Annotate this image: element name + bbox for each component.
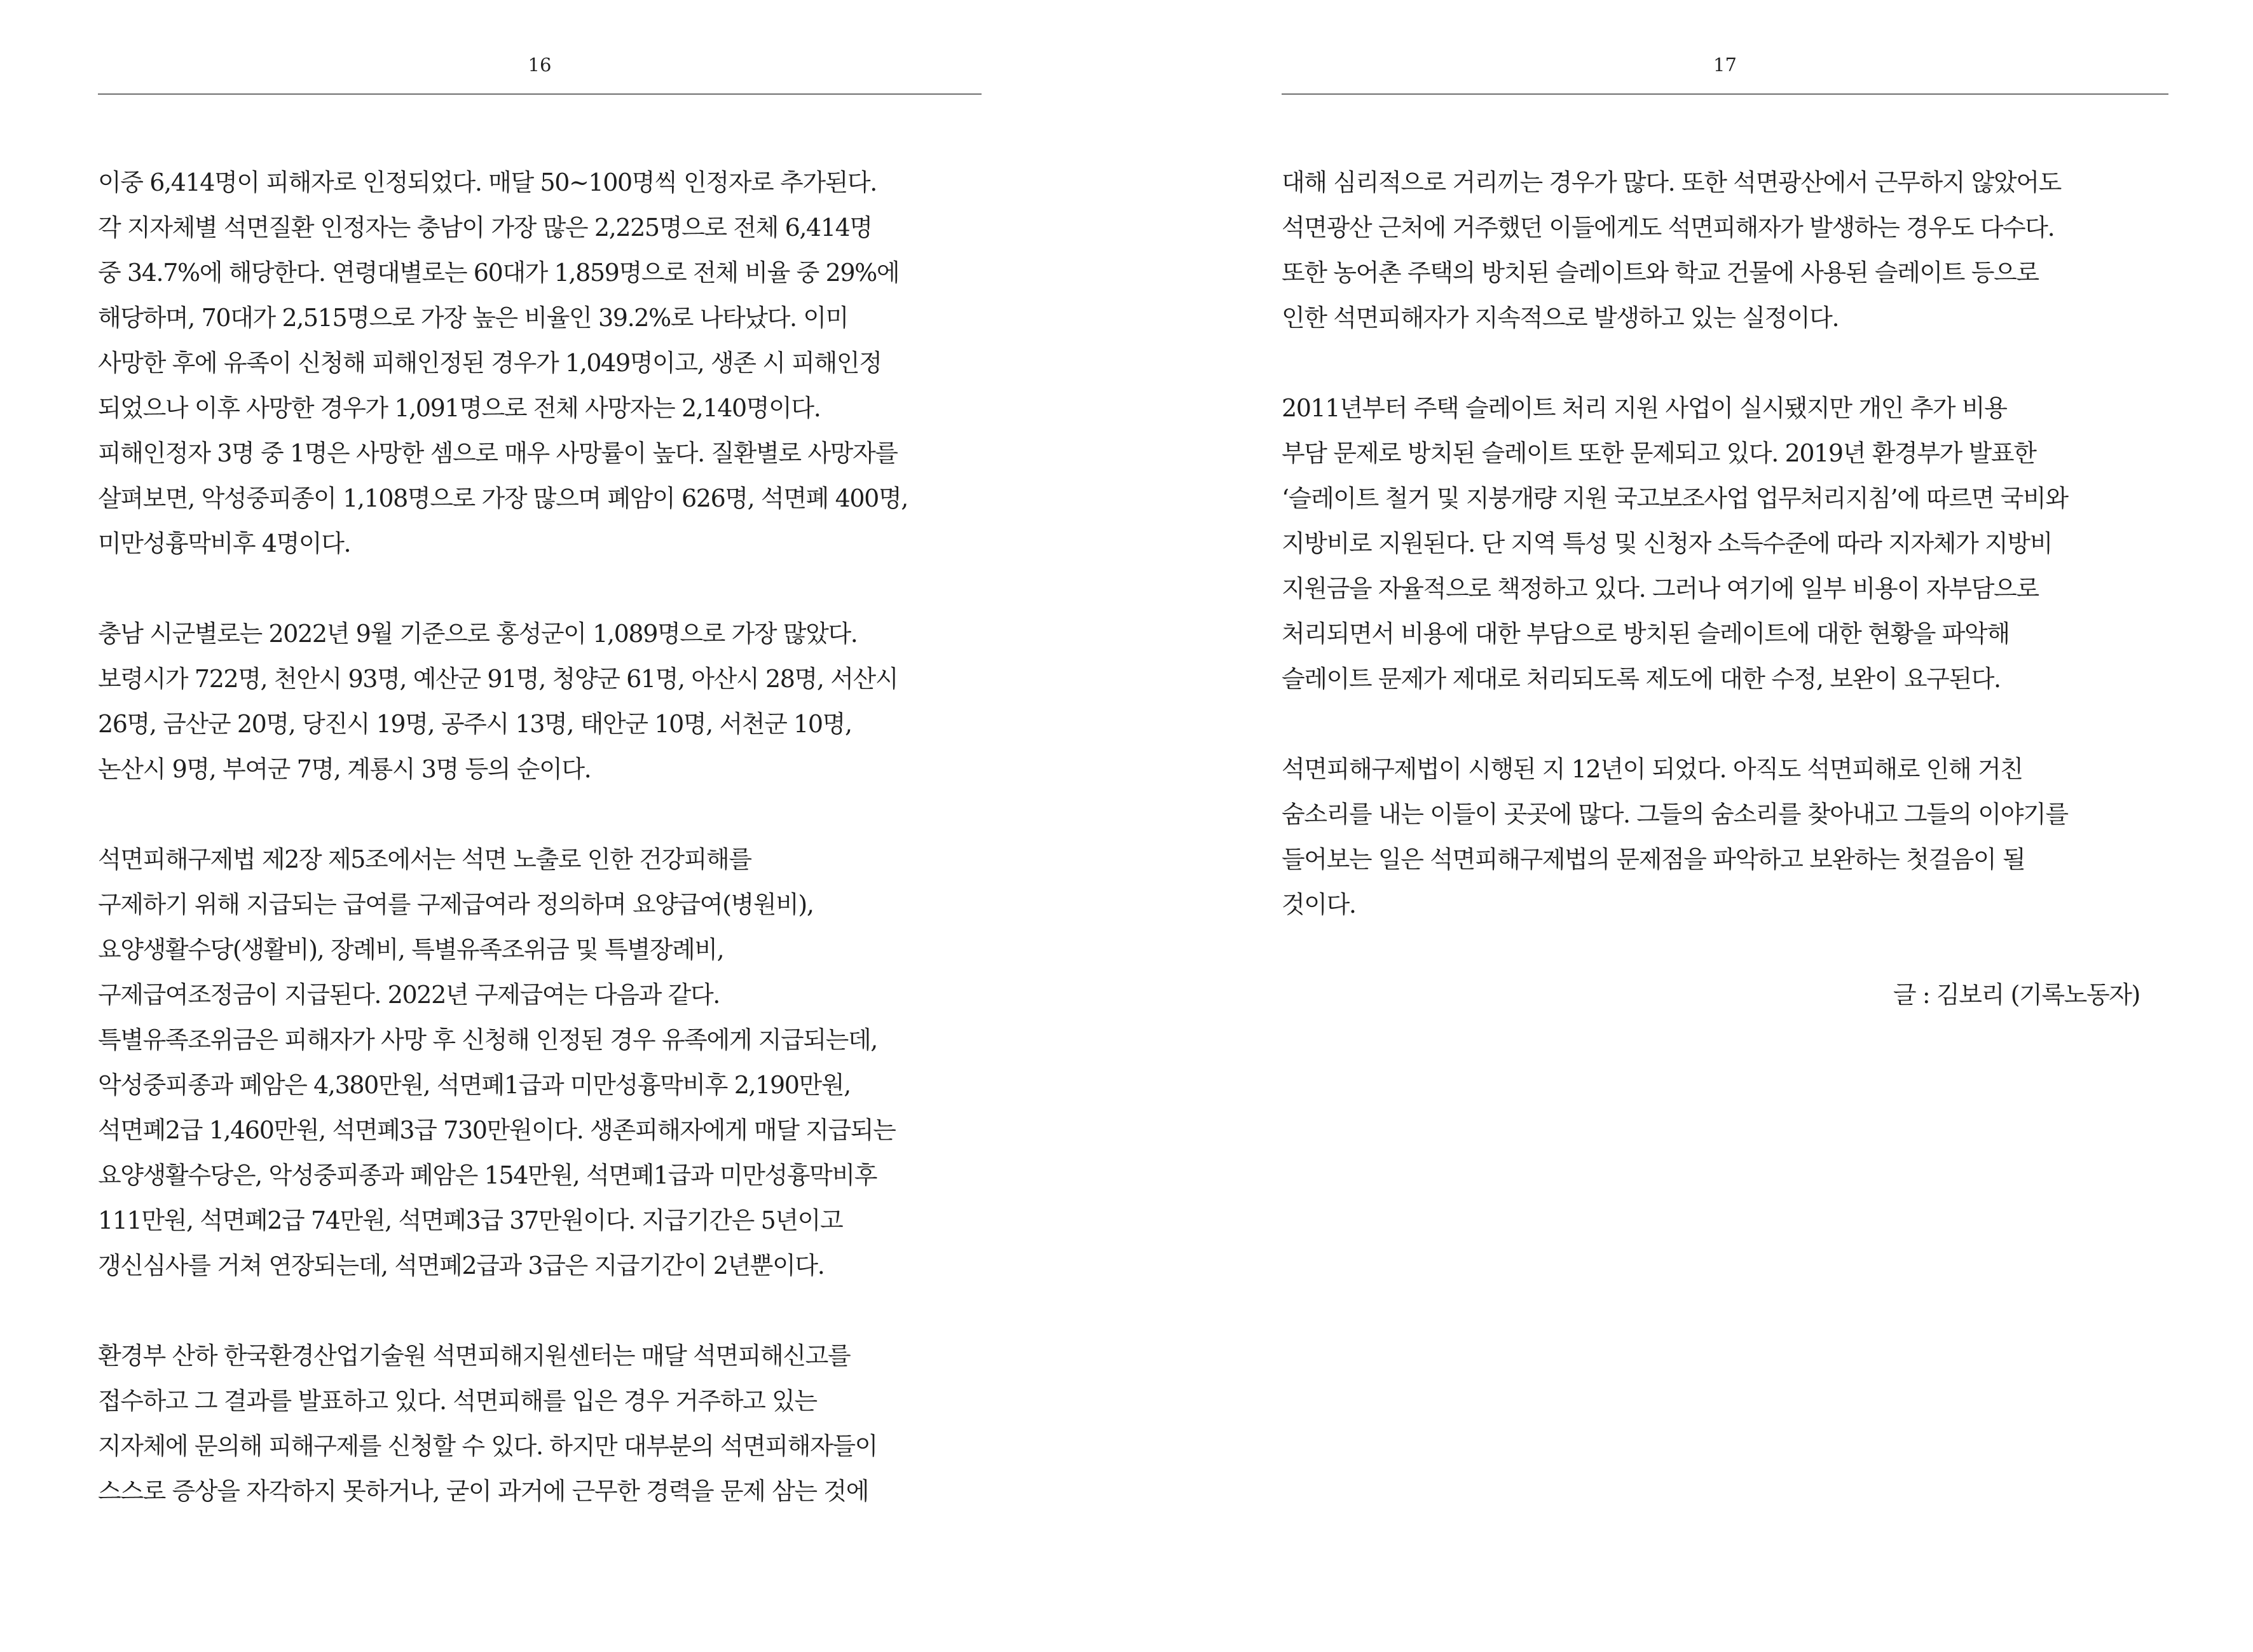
header-rule (98, 93, 982, 95)
header-rule (1282, 93, 2168, 95)
text-line: 부담 문제로 방치된 슬레이트 또한 문제되고 있다. 2019년 환경부가 발표한 (1282, 439, 2036, 467)
paragraph (98, 611, 982, 792)
text-line: 석면광산 근처에 거주했던 이들에게도 석면피해자가 발생하는 경우도 다수다. (1282, 214, 2055, 242)
text-line: 구제급여조정금이 지급된다. 2022년 구제급여는 다음과 같다. (98, 981, 720, 1009)
text-line: 살펴보면, 악성중피종이 1,108명으로 가장 많으며 폐암이 626명, 석면폐 400명, (98, 484, 908, 512)
paragraph (1282, 160, 2168, 341)
paragraph-gap (98, 1288, 982, 1334)
text-line: 되었으나 이후 사망한 경우가 1,091명으로 전체 사망자는 2,140명이다. (98, 394, 821, 422)
text-line: 접수하고 그 결과를 발표하고 있다. 석면피해를 입은 경우 거주하고 있는 (98, 1387, 817, 1415)
paragraph (1282, 747, 2168, 927)
text-line: 미만성흉막비후 4명이다. (98, 529, 351, 557)
text-line: 2011년부터 주택 슬레이트 처리 지원 사업이 실시됐지만 개인 추가 비용 (1282, 394, 2007, 422)
paragraph-gap (98, 792, 982, 837)
text-line: 각 지자체별 석면질환 인정자는 충남이 가장 많은 2,225명으로 전체 6,414명 (98, 214, 872, 242)
text-line: 갱신심사를 거쳐 연장되는데, 석면폐2급과 3급은 지급기간이 2년뿐이다. (98, 1252, 825, 1280)
text-line: 석면피해구제법이 시행된 지 12년이 되었다. 아직도 석면피해로 인해 거친 (1282, 755, 2023, 783)
text-line: 26명, 금산군 20명, 당진시 19명, 공주시 13명, 태안군 10명, 서천군 10명, (98, 710, 852, 738)
text-line: 요양생활수당은, 악성중피종과 폐암은 154만원, 석면폐1급과 미만성흉막비후 (98, 1161, 877, 1189)
byline: 글 : 김보리 (기록노동자) (1893, 981, 2140, 1009)
text-line: 숨소리를 내는 이들이 곳곳에 많다. 그들의 숨소리를 찾아내고 그들의 이야기를 (1282, 800, 2068, 828)
text-line: 111만원, 석면폐2급 74만원, 석면폐3급 37만원이다. 지급기간은 5년이고 (98, 1206, 843, 1234)
paragraph-gap (1282, 927, 2168, 973)
text-line: 구제하기 위해 지급되는 급여를 구제급여라 정의하며 요양급여(병원비), (98, 891, 814, 918)
text-line: 또한 농어촌 주택의 방치된 슬레이트와 학교 건물에 사용된 슬레이트 등으로 (1282, 259, 2039, 287)
body-text (98, 160, 982, 1514)
right-page (1282, 0, 2168, 1652)
text-line: 사망한 후에 유족이 신청해 피해인정된 경우가 1,049명이고, 생존 시 피해인정 (98, 349, 882, 377)
text-line: 처리되면서 비용에 대한 부담으로 방치된 슬레이트에 대한 현황을 파악해 (1282, 620, 2010, 648)
text-line: 석면피해구제법 제2장 제5조에서는 석면 노출로 인한 건강피해를 (98, 845, 751, 873)
text-line: 슬레이트 문제가 제대로 처리되도록 제도에 대한 수정, 보완이 요구된다. (1282, 665, 2001, 693)
paragraph (98, 1334, 982, 1514)
left-page (98, 0, 982, 1652)
text-line: 지자체에 문의해 피해구제를 신청할 수 있다. 하지만 대부분의 석면피해자들이 (98, 1432, 877, 1460)
text-line: 지원금을 자율적으로 책정하고 있다. 그러나 여기에 일부 비용이 자부담으로 (1282, 575, 2039, 603)
text-line: 보령시가 722명, 천안시 93명, 예산군 91명, 청양군 61명, 아산시 28명, 서산시 (98, 665, 898, 693)
text-line: 악성중피종과 폐암은 4,380만원, 석면폐1급과 미만성흉막비후 2,190만원, (98, 1071, 851, 1099)
page-number: 17 (1713, 54, 1737, 76)
text-line: 인한 석면피해자가 지속적으로 발생하고 있는 실정이다. (1282, 304, 1839, 332)
text-line: 이중 6,414명이 피해자로 인정되었다. 매달 50~100명씩 인정자로 추가된다. (98, 168, 877, 196)
paragraph (1282, 386, 2168, 702)
text-line: 것이다. (1282, 891, 1356, 918)
text-line: 해당하며, 70대가 2,515명으로 가장 높은 비율인 39.2%로 나타났다. 이미 (98, 304, 848, 332)
paragraph (98, 837, 982, 1288)
text-line: 중 34.7%에 해당한다. 연령대별로는 60대가 1,859명으로 전체 비율 중 29%에 (98, 259, 900, 287)
text-line: 요양생활수당(생활비), 장례비, 특별유족조위금 및 특별장례비, (98, 936, 724, 964)
paragraph (98, 160, 982, 566)
text-line: 환경부 산하 한국환경산업기술원 석면피해지원센터는 매달 석면피해신고를 (98, 1342, 851, 1370)
paragraph-gap (1282, 702, 2168, 747)
text-line: 스스로 증상을 자각하지 못하거나, 굳이 과거에 근무한 경력을 문제 삼는 것에 (98, 1477, 869, 1505)
text-line: 특별유족조위금은 피해자가 사망 후 신청해 인정된 경우 유족에게 지급되는데, (98, 1026, 877, 1054)
body-text (1282, 160, 2168, 1018)
paragraph-gap (98, 566, 982, 611)
text-line: 들어보는 일은 석면피해구제법의 문제점을 파악하고 보완하는 첫걸음이 될 (1282, 845, 2025, 873)
page-number: 16 (528, 54, 552, 76)
text-line: 논산시 9명, 부여군 7명, 계룡시 3명 등의 순이다. (98, 755, 591, 783)
text-line: 충남 시군별로는 2022년 9월 기준으로 홍성군이 1,089명으로 가장 많았다. (98, 620, 858, 648)
text-line: 석면폐2급 1,460만원, 석면폐3급 730만원이다. 생존피해자에게 매달 지급되는 (98, 1116, 896, 1144)
paragraph-gap (1282, 341, 2168, 386)
text-line: 지방비로 지원된다. 단 지역 특성 및 신청자 소득수준에 따라 지자체가 지방비 (1282, 529, 2053, 557)
text-line: 피해인정자 3명 중 1명은 사망한 셈으로 매우 사망률이 높다. 질환별로 사망자를 (98, 439, 898, 467)
text-line: 대해 심리적으로 거리끼는 경우가 많다. 또한 석면광산에서 근무하지 않았어도 (1282, 168, 2061, 196)
text-line: ‘슬레이트 철거 및 지붕개량 지원 국고보조사업 업무처리지침’에 따르면 국비와 (1282, 484, 2068, 512)
